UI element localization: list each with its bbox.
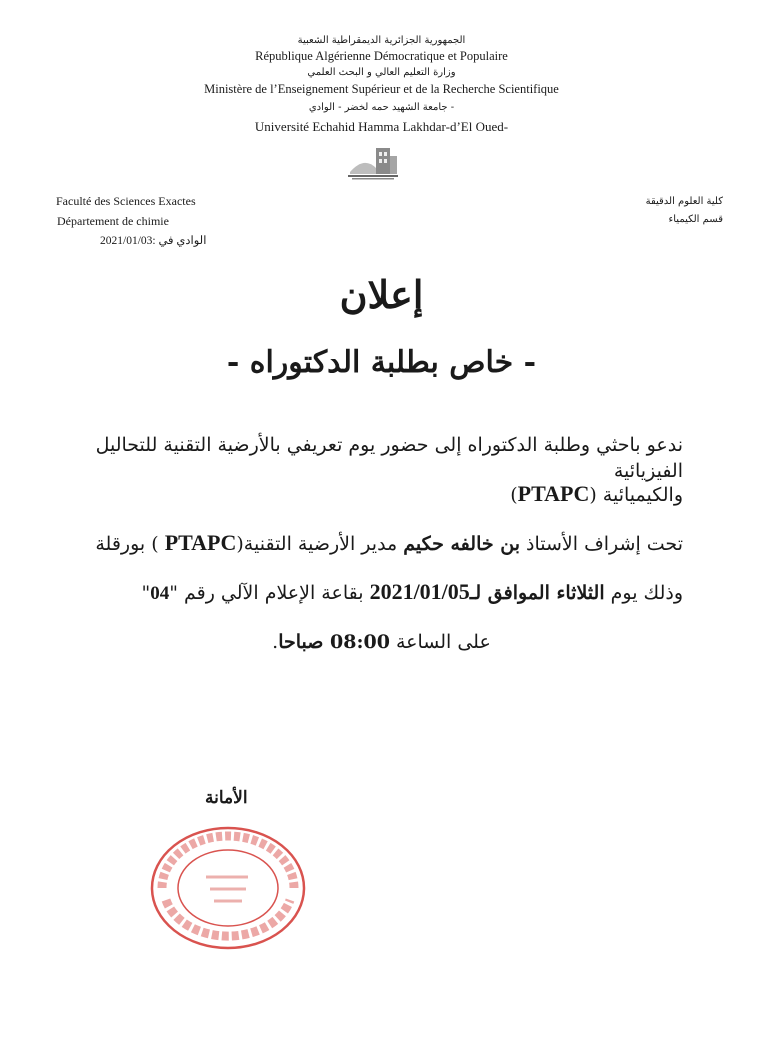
header-ar-republic: الجمهورية الجزائرية الديمقراطية الشعبية bbox=[297, 35, 466, 46]
header-fr-republic: République Algérienne Démocratique et Populaire bbox=[255, 49, 508, 63]
body-line-2 bbox=[63, 481, 683, 508]
body-line-4 bbox=[63, 579, 683, 607]
header-fr-university: Université Echahid Hamma Lakhdar-d’El Oued- bbox=[254, 119, 509, 134]
date-line: 2021/01/03: الوادي في bbox=[100, 235, 207, 247]
room-number: 04 bbox=[150, 583, 170, 604]
body-line-3-text: تحت إشراف الأستاذ bbox=[519, 533, 683, 555]
header-ar-university: جامعة الشهيد حمه لخضر - الوادي - bbox=[308, 102, 455, 113]
body-line-3-role: مدير الأرضية التقنية( bbox=[236, 533, 404, 555]
event-date: 2021/01/05 bbox=[369, 579, 470, 604]
event-time: 08:00 صباحا bbox=[278, 631, 390, 653]
body-line-4-text: وذلك يوم bbox=[604, 582, 683, 604]
header-ar-ministry: وزارة التعليم العالي و البحث العلمي bbox=[307, 67, 456, 78]
ptapc-acronym: PTAPC bbox=[517, 481, 590, 506]
room-quote: " bbox=[141, 582, 151, 604]
ptapc-acronym-2: PTAPC bbox=[164, 530, 237, 555]
event-day: الثلاثاء الموافق لـ bbox=[469, 582, 605, 604]
body-line-5 bbox=[0, 631, 763, 653]
body-line-3-location: ) بورقلة bbox=[95, 533, 165, 555]
time-text: على الساعة bbox=[389, 631, 491, 653]
announcement-title: إعلان bbox=[339, 272, 424, 317]
header-fr-ministry: Ministère de l’Enseignement Supérieur et de la Recherche Scientifique bbox=[204, 82, 559, 96]
faculty-fr: Faculté des Sciences Exactes bbox=[56, 194, 196, 208]
university-logo bbox=[346, 142, 400, 182]
body-line-3 bbox=[63, 530, 683, 557]
body-line-1: ندعو باحثي وطلبة الدكتوراه إلى حضور يوم تعريفي بالأرضية التقنية للتحاليل الفيزيائية bbox=[95, 434, 683, 482]
signature-label: الأمانة bbox=[205, 788, 248, 808]
supervisor-name: بن خالفه حكيم bbox=[403, 533, 520, 555]
body-line-2-text: والكيميائية ( bbox=[589, 484, 683, 506]
department-ar: قسم الكيمياء bbox=[668, 214, 723, 225]
room-text: بقاعة الإعلام الآلي رقم " bbox=[169, 582, 370, 604]
body-line-2-close: ) bbox=[510, 484, 518, 506]
department-fr: Département de chimie bbox=[57, 214, 169, 228]
announcement-subtitle: - خاص بطلبة الدكتوراه - bbox=[226, 345, 537, 380]
faculty-ar: كلية العلوم الدقيقة bbox=[645, 196, 723, 207]
official-stamp bbox=[148, 825, 308, 951]
time-period: . bbox=[272, 631, 279, 653]
